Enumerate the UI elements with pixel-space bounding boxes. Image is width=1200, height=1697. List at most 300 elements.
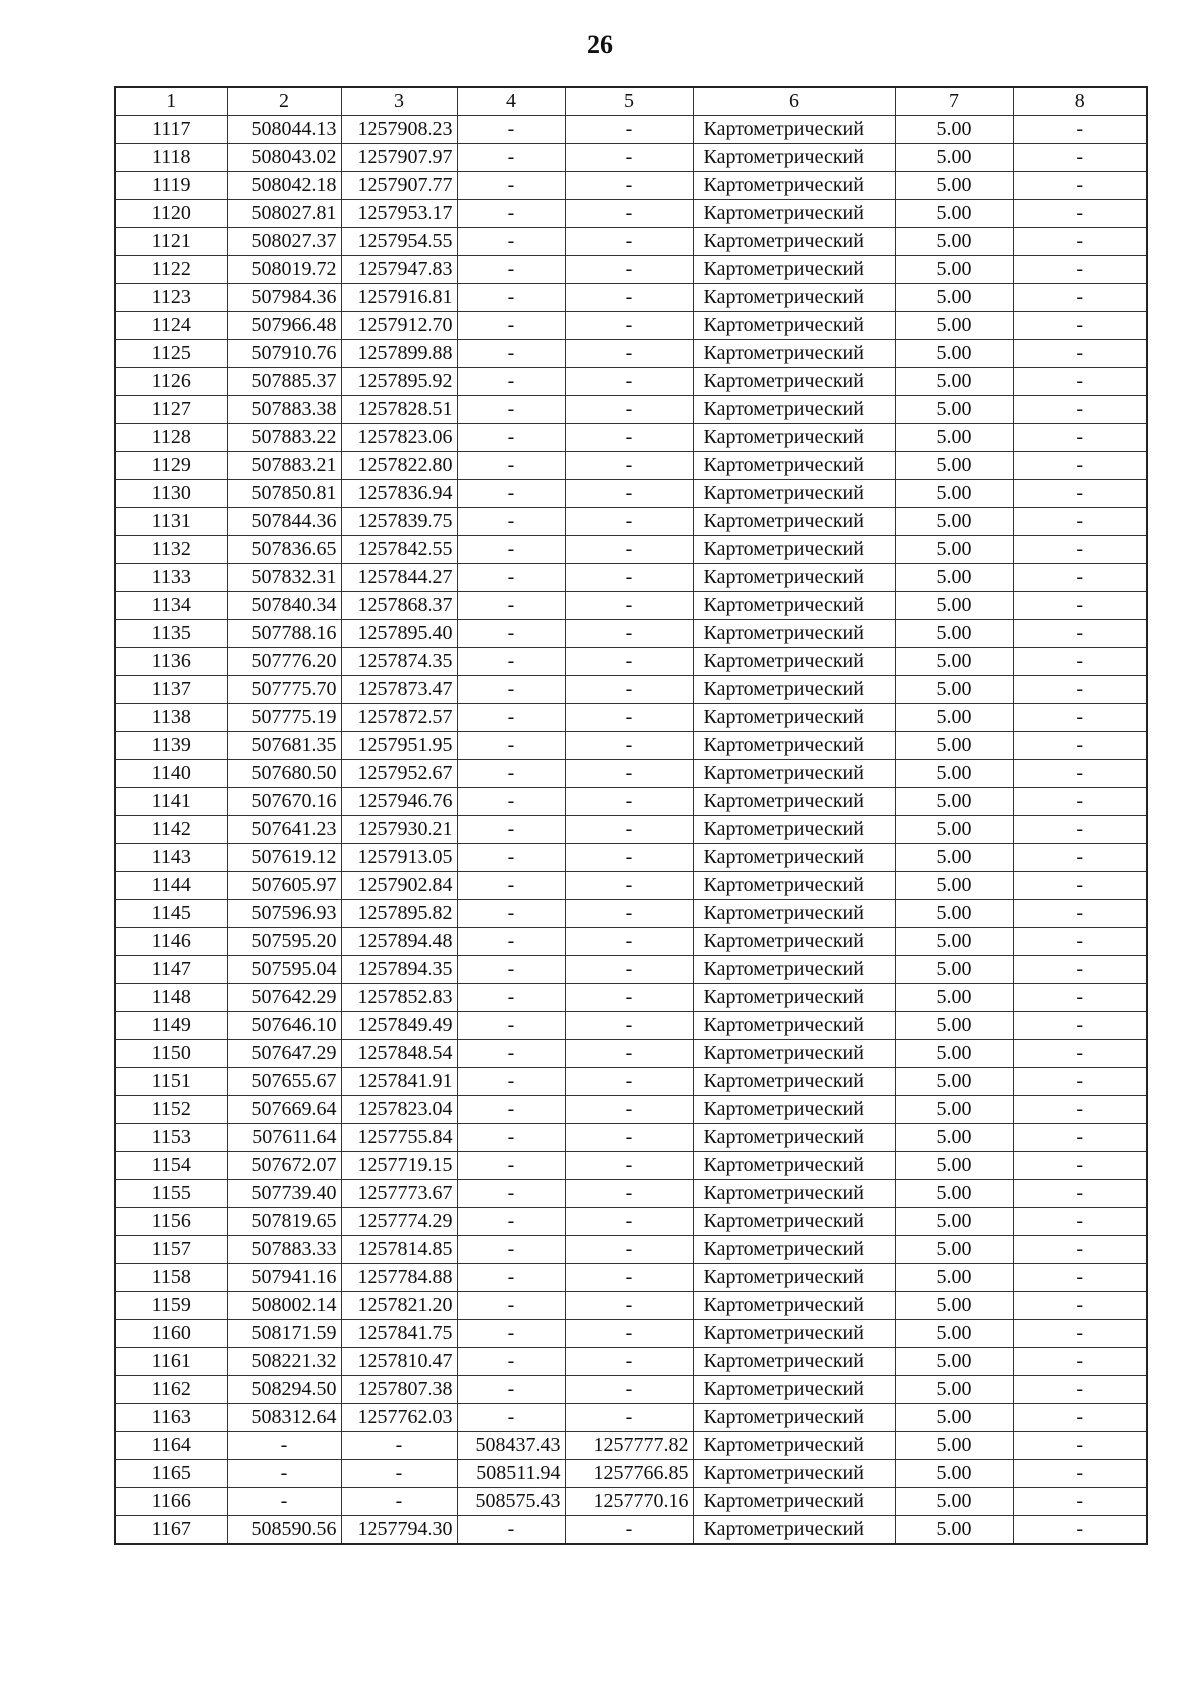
table-cell: Картометрический bbox=[693, 788, 895, 816]
table-cell: Картометрический bbox=[693, 340, 895, 368]
table-cell: 1257852.83 bbox=[341, 984, 457, 1012]
table-cell: Картометрический bbox=[693, 1096, 895, 1124]
table-cell: 1150 bbox=[115, 1040, 227, 1068]
table-cell: 508044.13 bbox=[227, 116, 341, 144]
table-row bbox=[115, 1040, 1147, 1068]
table-cell: 5.00 bbox=[895, 620, 1013, 648]
table-cell: 507883.21 bbox=[227, 452, 341, 480]
table-cell: - bbox=[457, 1012, 565, 1040]
table-row bbox=[115, 928, 1147, 956]
table-row bbox=[115, 508, 1147, 536]
table-cell: 507883.38 bbox=[227, 396, 341, 424]
header-cell: 5 bbox=[565, 87, 693, 116]
table-cell: 1257774.29 bbox=[341, 1208, 457, 1236]
table-cell: - bbox=[565, 508, 693, 536]
table-cell: - bbox=[457, 228, 565, 256]
table-cell: Картометрический bbox=[693, 1460, 895, 1488]
table-row bbox=[115, 1124, 1147, 1152]
table-cell: - bbox=[565, 1152, 693, 1180]
table-cell: - bbox=[1013, 172, 1147, 200]
table-cell: 5.00 bbox=[895, 1236, 1013, 1264]
table-cell: Картометрический bbox=[693, 984, 895, 1012]
table-cell: - bbox=[1013, 1376, 1147, 1404]
table-cell: Картометрический bbox=[693, 872, 895, 900]
table-cell: 5.00 bbox=[895, 116, 1013, 144]
table-cell: - bbox=[1013, 116, 1147, 144]
table-cell: 1140 bbox=[115, 760, 227, 788]
table-cell: Картометрический bbox=[693, 284, 895, 312]
table-cell: Картометрический bbox=[693, 1040, 895, 1068]
table-cell: Картометрический bbox=[693, 760, 895, 788]
header-cell: 6 bbox=[693, 87, 895, 116]
table-cell: 1257907.97 bbox=[341, 144, 457, 172]
table-cell: - bbox=[1013, 312, 1147, 340]
table-cell: Картометрический bbox=[693, 228, 895, 256]
table-cell: 5.00 bbox=[895, 228, 1013, 256]
table-row bbox=[115, 564, 1147, 592]
table-cell: Картометрический bbox=[693, 732, 895, 760]
table-cell: - bbox=[457, 900, 565, 928]
table-cell: 5.00 bbox=[895, 956, 1013, 984]
table-cell: - bbox=[1013, 1180, 1147, 1208]
table-cell: 507883.22 bbox=[227, 424, 341, 452]
table-row bbox=[115, 452, 1147, 480]
table-cell: 5.00 bbox=[895, 256, 1013, 284]
header-cell: 7 bbox=[895, 87, 1013, 116]
table-cell: 507655.67 bbox=[227, 1068, 341, 1096]
table-cell: Картометрический bbox=[693, 956, 895, 984]
table-cell: - bbox=[457, 928, 565, 956]
table-cell: 1149 bbox=[115, 1012, 227, 1040]
table-cell: - bbox=[565, 900, 693, 928]
table-cell: 1126 bbox=[115, 368, 227, 396]
table-cell: 5.00 bbox=[895, 1124, 1013, 1152]
table-cell: 1139 bbox=[115, 732, 227, 760]
table-cell: 507776.20 bbox=[227, 648, 341, 676]
table-cell: - bbox=[1013, 424, 1147, 452]
table-cell: 1257895.92 bbox=[341, 368, 457, 396]
table-cell: 507819.65 bbox=[227, 1208, 341, 1236]
table-cell: - bbox=[457, 1404, 565, 1432]
table-cell: 507642.29 bbox=[227, 984, 341, 1012]
table-cell: 1146 bbox=[115, 928, 227, 956]
table-cell: 1121 bbox=[115, 228, 227, 256]
table-cell: 5.00 bbox=[895, 592, 1013, 620]
table-cell: - bbox=[341, 1460, 457, 1488]
table-cell: - bbox=[565, 172, 693, 200]
table-cell: - bbox=[565, 200, 693, 228]
table-cell: 5.00 bbox=[895, 732, 1013, 760]
table-cell: 1128 bbox=[115, 424, 227, 452]
table-cell: - bbox=[457, 144, 565, 172]
table-row bbox=[115, 844, 1147, 872]
table-cell: 5.00 bbox=[895, 1068, 1013, 1096]
table-cell: 1118 bbox=[115, 144, 227, 172]
table-row bbox=[115, 704, 1147, 732]
table-row bbox=[115, 396, 1147, 424]
table-cell: - bbox=[1013, 228, 1147, 256]
table-cell: - bbox=[457, 1236, 565, 1264]
table-cell: - bbox=[565, 816, 693, 844]
table-cell: 1257894.35 bbox=[341, 956, 457, 984]
table-cell: Картометрический bbox=[693, 900, 895, 928]
table-cell: - bbox=[1013, 144, 1147, 172]
table-cell: 507832.31 bbox=[227, 564, 341, 592]
table-cell: - bbox=[457, 1180, 565, 1208]
table-cell: - bbox=[457, 1320, 565, 1348]
table-cell: 1161 bbox=[115, 1348, 227, 1376]
table-row bbox=[115, 620, 1147, 648]
table-cell: 1157 bbox=[115, 1236, 227, 1264]
table-row bbox=[115, 1152, 1147, 1180]
table-cell: - bbox=[457, 872, 565, 900]
table-row bbox=[115, 788, 1147, 816]
table-row bbox=[115, 900, 1147, 928]
table-row bbox=[115, 1376, 1147, 1404]
table-cell: 5.00 bbox=[895, 1432, 1013, 1460]
table-cell: - bbox=[457, 1096, 565, 1124]
table-row bbox=[115, 1068, 1147, 1096]
table-cell: 1167 bbox=[115, 1516, 227, 1545]
table-cell: - bbox=[1013, 1040, 1147, 1068]
table-cell: 507984.36 bbox=[227, 284, 341, 312]
table-cell: - bbox=[565, 368, 693, 396]
header-cell: 2 bbox=[227, 87, 341, 116]
table-cell: 5.00 bbox=[895, 1460, 1013, 1488]
table-cell: - bbox=[457, 116, 565, 144]
table-cell: 1257844.27 bbox=[341, 564, 457, 592]
table-cell: 5.00 bbox=[895, 200, 1013, 228]
table-cell: - bbox=[457, 368, 565, 396]
table-cell: - bbox=[1013, 340, 1147, 368]
table-cell: 5.00 bbox=[895, 508, 1013, 536]
table-cell: 1257872.57 bbox=[341, 704, 457, 732]
table-cell: - bbox=[1013, 956, 1147, 984]
table-cell: 507850.81 bbox=[227, 480, 341, 508]
table-cell: Картометрический bbox=[693, 508, 895, 536]
table-cell: 5.00 bbox=[895, 452, 1013, 480]
table-cell: - bbox=[457, 1124, 565, 1152]
table-cell: - bbox=[457, 256, 565, 284]
table-cell: - bbox=[565, 340, 693, 368]
table-row bbox=[115, 312, 1147, 340]
table-cell: Картометрический bbox=[693, 452, 895, 480]
table-cell: - bbox=[457, 788, 565, 816]
table-cell: - bbox=[565, 676, 693, 704]
table-row bbox=[115, 872, 1147, 900]
table-cell: 1147 bbox=[115, 956, 227, 984]
table-cell: - bbox=[1013, 452, 1147, 480]
table-cell: - bbox=[1013, 732, 1147, 760]
table-cell: - bbox=[565, 1292, 693, 1320]
table-row bbox=[115, 200, 1147, 228]
table-cell: 1158 bbox=[115, 1264, 227, 1292]
table-cell: 5.00 bbox=[895, 144, 1013, 172]
table-cell: - bbox=[457, 1068, 565, 1096]
table-cell: - bbox=[341, 1432, 457, 1460]
table-row bbox=[115, 424, 1147, 452]
table-cell: 1257784.88 bbox=[341, 1264, 457, 1292]
table-cell: 1257908.23 bbox=[341, 116, 457, 144]
table-cell: 1257946.76 bbox=[341, 788, 457, 816]
table-cell: 5.00 bbox=[895, 172, 1013, 200]
table-cell: 5.00 bbox=[895, 284, 1013, 312]
table-cell: 1159 bbox=[115, 1292, 227, 1320]
table-cell: Картометрический bbox=[693, 312, 895, 340]
table-cell: 1257873.47 bbox=[341, 676, 457, 704]
table-cell: 1257828.51 bbox=[341, 396, 457, 424]
table-cell: - bbox=[565, 312, 693, 340]
table-cell: - bbox=[565, 788, 693, 816]
table-cell: 1257823.04 bbox=[341, 1096, 457, 1124]
table-cell: - bbox=[565, 1096, 693, 1124]
table-cell: 1257895.40 bbox=[341, 620, 457, 648]
table-cell: Картометрический bbox=[693, 396, 895, 424]
table-cell: 507840.34 bbox=[227, 592, 341, 620]
table-cell: 5.00 bbox=[895, 424, 1013, 452]
table-row bbox=[115, 1180, 1147, 1208]
table-cell: - bbox=[565, 704, 693, 732]
table-cell: Картометрический bbox=[693, 1124, 895, 1152]
table-cell: - bbox=[565, 1264, 693, 1292]
table-cell: 5.00 bbox=[895, 1012, 1013, 1040]
table-cell: - bbox=[457, 1152, 565, 1180]
table-cell: - bbox=[1013, 564, 1147, 592]
table-cell: - bbox=[1013, 676, 1147, 704]
table-cell: 508590.56 bbox=[227, 1516, 341, 1545]
table-row bbox=[115, 536, 1147, 564]
table-cell: - bbox=[457, 1208, 565, 1236]
table-cell: 1257770.16 bbox=[565, 1488, 693, 1516]
table-cell: Картометрический bbox=[693, 1516, 895, 1545]
table-cell: - bbox=[227, 1488, 341, 1516]
table-cell: Картометрический bbox=[693, 200, 895, 228]
table-cell: 1132 bbox=[115, 536, 227, 564]
table-body bbox=[115, 116, 1147, 1545]
table-cell: - bbox=[457, 984, 565, 1012]
table-cell: 507844.36 bbox=[227, 508, 341, 536]
table-cell: Картометрический bbox=[693, 1180, 895, 1208]
table-cell: Картометрический bbox=[693, 676, 895, 704]
table-cell: - bbox=[227, 1432, 341, 1460]
table-cell: Картометрический bbox=[693, 564, 895, 592]
table-cell: 5.00 bbox=[895, 1348, 1013, 1376]
table-cell: 5.00 bbox=[895, 480, 1013, 508]
table-cell: - bbox=[565, 872, 693, 900]
table-cell: 1257755.84 bbox=[341, 1124, 457, 1152]
header-cell: 1 bbox=[115, 87, 227, 116]
table-cell: - bbox=[565, 620, 693, 648]
table-cell: 1257839.75 bbox=[341, 508, 457, 536]
table-cell: 5.00 bbox=[895, 928, 1013, 956]
table-cell: - bbox=[565, 144, 693, 172]
table-cell: 507788.16 bbox=[227, 620, 341, 648]
table-row bbox=[115, 1320, 1147, 1348]
table-cell: - bbox=[565, 564, 693, 592]
table-cell: 507836.65 bbox=[227, 536, 341, 564]
table-cell: 1124 bbox=[115, 312, 227, 340]
table-cell: Картометрический bbox=[693, 816, 895, 844]
table-cell: 507647.29 bbox=[227, 1040, 341, 1068]
table-cell: - bbox=[457, 1292, 565, 1320]
table-cell: - bbox=[457, 676, 565, 704]
table-cell: - bbox=[1013, 788, 1147, 816]
table-cell: - bbox=[457, 1516, 565, 1545]
table-cell: - bbox=[565, 1124, 693, 1152]
table-row bbox=[115, 732, 1147, 760]
table-cell: 507595.20 bbox=[227, 928, 341, 956]
table-cell: 1257841.75 bbox=[341, 1320, 457, 1348]
table-row bbox=[115, 480, 1147, 508]
table-cell: 1142 bbox=[115, 816, 227, 844]
table-cell: - bbox=[457, 620, 565, 648]
table-cell: - bbox=[565, 1208, 693, 1236]
coordinates-table bbox=[114, 86, 1148, 1545]
table-cell: - bbox=[565, 928, 693, 956]
table-cell: 1257836.94 bbox=[341, 480, 457, 508]
table-cell: - bbox=[457, 956, 565, 984]
table-cell: 1257762.03 bbox=[341, 1404, 457, 1432]
table-cell: 5.00 bbox=[895, 1096, 1013, 1124]
table-cell: 1257821.20 bbox=[341, 1292, 457, 1320]
table-cell: - bbox=[457, 648, 565, 676]
table-cell: 5.00 bbox=[895, 1292, 1013, 1320]
table-cell: 5.00 bbox=[895, 536, 1013, 564]
table-cell: - bbox=[457, 312, 565, 340]
table-cell: Картометрический bbox=[693, 648, 895, 676]
table-row bbox=[115, 1348, 1147, 1376]
table-cell: 1257777.82 bbox=[565, 1432, 693, 1460]
table-cell: - bbox=[565, 1376, 693, 1404]
table-cell: Картометрический bbox=[693, 1292, 895, 1320]
table-cell: 1257953.17 bbox=[341, 200, 457, 228]
table-cell: 1257894.48 bbox=[341, 928, 457, 956]
table-cell: 507739.40 bbox=[227, 1180, 341, 1208]
table-cell: 1257810.47 bbox=[341, 1348, 457, 1376]
table-cell: 508027.81 bbox=[227, 200, 341, 228]
table-cell: 1257916.81 bbox=[341, 284, 457, 312]
table-cell: - bbox=[1013, 256, 1147, 284]
table-cell: 1160 bbox=[115, 1320, 227, 1348]
table-cell: - bbox=[457, 284, 565, 312]
table-cell: 1257773.67 bbox=[341, 1180, 457, 1208]
table-cell: 5.00 bbox=[895, 396, 1013, 424]
table-cell: - bbox=[457, 760, 565, 788]
table-cell: - bbox=[1013, 872, 1147, 900]
table-cell: Картометрический bbox=[693, 1488, 895, 1516]
table-cell: - bbox=[1013, 284, 1147, 312]
table-cell: 1143 bbox=[115, 844, 227, 872]
table-cell: - bbox=[457, 172, 565, 200]
table-cell: 1144 bbox=[115, 872, 227, 900]
table-row bbox=[115, 676, 1147, 704]
table-cell: 5.00 bbox=[895, 1152, 1013, 1180]
table-cell: Картометрический bbox=[693, 424, 895, 452]
table-cell: - bbox=[565, 1348, 693, 1376]
table-cell: Картометрический bbox=[693, 1404, 895, 1432]
table-cell: - bbox=[565, 1404, 693, 1432]
table-cell: 5.00 bbox=[895, 1376, 1013, 1404]
table-cell: 5.00 bbox=[895, 1208, 1013, 1236]
table-cell: Картометрический bbox=[693, 1152, 895, 1180]
table-cell: Картометрический bbox=[693, 116, 895, 144]
table-cell: - bbox=[1013, 480, 1147, 508]
table-cell: 507669.64 bbox=[227, 1096, 341, 1124]
table-cell: - bbox=[457, 732, 565, 760]
table-cell: 1166 bbox=[115, 1488, 227, 1516]
table-cell: 1137 bbox=[115, 676, 227, 704]
table-cell: 507672.07 bbox=[227, 1152, 341, 1180]
table-cell: 1257907.77 bbox=[341, 172, 457, 200]
table-cell: - bbox=[1013, 648, 1147, 676]
table-cell: 508221.32 bbox=[227, 1348, 341, 1376]
table-cell: - bbox=[1013, 844, 1147, 872]
table-cell: Картометрический bbox=[693, 1432, 895, 1460]
table-cell: 1129 bbox=[115, 452, 227, 480]
table-cell: Картометрический bbox=[693, 592, 895, 620]
table-cell: 1162 bbox=[115, 1376, 227, 1404]
table-cell: - bbox=[565, 732, 693, 760]
table-row bbox=[115, 368, 1147, 396]
table-cell: - bbox=[457, 340, 565, 368]
table-cell: 1257899.88 bbox=[341, 340, 457, 368]
table-cell: Картометрический bbox=[693, 620, 895, 648]
table-cell: - bbox=[457, 452, 565, 480]
table-row bbox=[115, 984, 1147, 1012]
table-cell: 5.00 bbox=[895, 1040, 1013, 1068]
table-cell: 1257902.84 bbox=[341, 872, 457, 900]
table-cell: 5.00 bbox=[895, 1320, 1013, 1348]
table-cell: - bbox=[457, 564, 565, 592]
table-cell: 1148 bbox=[115, 984, 227, 1012]
table-row bbox=[115, 1432, 1147, 1460]
table-cell: Картометрический bbox=[693, 704, 895, 732]
table-cell: - bbox=[1013, 1488, 1147, 1516]
table-cell: 508042.18 bbox=[227, 172, 341, 200]
table-cell: - bbox=[565, 844, 693, 872]
table-cell: - bbox=[565, 452, 693, 480]
table-cell: - bbox=[1013, 928, 1147, 956]
table-cell: 1164 bbox=[115, 1432, 227, 1460]
table-cell: Картометрический bbox=[693, 256, 895, 284]
table-cell: - bbox=[1013, 536, 1147, 564]
table-row bbox=[115, 1488, 1147, 1516]
table-cell: - bbox=[1013, 396, 1147, 424]
table-row bbox=[115, 340, 1147, 368]
table-cell: - bbox=[457, 200, 565, 228]
table-row bbox=[115, 1292, 1147, 1320]
table-cell: 507596.93 bbox=[227, 900, 341, 928]
table-cell: 508575.43 bbox=[457, 1488, 565, 1516]
table-row bbox=[115, 648, 1147, 676]
table-cell: 1155 bbox=[115, 1180, 227, 1208]
table-row bbox=[115, 284, 1147, 312]
table-row bbox=[115, 760, 1147, 788]
table-cell: Картометрический bbox=[693, 928, 895, 956]
table-cell: - bbox=[565, 536, 693, 564]
table-cell: - bbox=[457, 704, 565, 732]
table-cell: 508294.50 bbox=[227, 1376, 341, 1404]
table-row bbox=[115, 228, 1147, 256]
header-cell: 4 bbox=[457, 87, 565, 116]
table-cell: 508511.94 bbox=[457, 1460, 565, 1488]
table-cell: - bbox=[565, 1012, 693, 1040]
table-cell: 5.00 bbox=[895, 788, 1013, 816]
table-cell: - bbox=[565, 396, 693, 424]
table-cell: Картометрический bbox=[693, 1208, 895, 1236]
table-cell: - bbox=[1013, 1152, 1147, 1180]
table-cell: 1125 bbox=[115, 340, 227, 368]
